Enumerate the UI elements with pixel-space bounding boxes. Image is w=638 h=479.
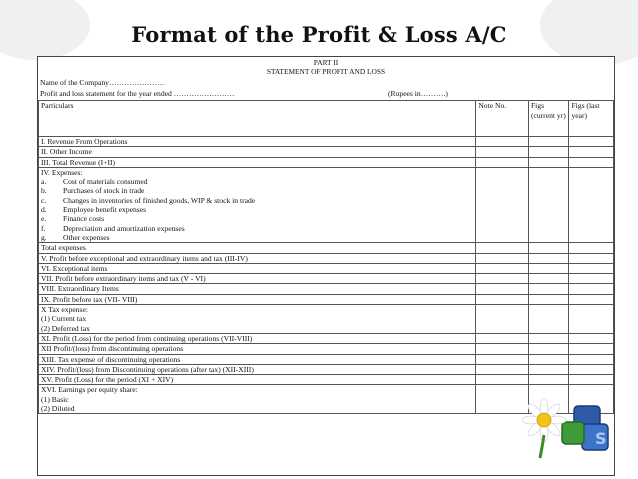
item-letter: a. <box>41 177 47 187</box>
decorative-flower-cubes-icon <box>522 390 612 460</box>
expense-item: Changes in inventories of finished goods, WIP & stock in trade <box>63 195 256 205</box>
table-row <box>39 243 614 253</box>
row-label: VI. Exceptional items <box>39 263 476 273</box>
row-label: VIII. Extraordinary Items <box>39 284 476 294</box>
row-label: III. Total Revenue (I+II) <box>39 157 476 167</box>
table-row <box>39 305 614 334</box>
expense-item: Finance costs <box>63 214 105 224</box>
statement-heading: STATEMENT OF PROFIT AND LOSS <box>266 67 386 76</box>
table-row <box>39 375 614 385</box>
column-header-last-year: Figs (last year) <box>569 101 614 137</box>
part-label: PART II <box>313 58 339 67</box>
row-label: IV. Expenses: <box>41 167 83 177</box>
column-header-particulars: Particulars <box>39 101 476 137</box>
expense-item: Employee benefit expenses <box>63 205 147 215</box>
row-label: II. Other Income <box>39 147 476 157</box>
tax-item: (1) Current tax <box>41 314 87 324</box>
item-letter: g. <box>41 232 47 242</box>
table-header-row <box>39 101 614 137</box>
item-letter: e. <box>41 214 47 224</box>
column-header-current-year: Figs (current yr) <box>528 101 568 137</box>
item-letter: b. <box>41 186 47 196</box>
column-header-note: Note No. <box>476 101 529 137</box>
row-label: XVI. Earnings per equity share: <box>41 385 138 395</box>
eps-item: (2) Diluted <box>41 404 75 414</box>
row-label: V. Profit before exceptional and extraordinary items and tax (III-IV) <box>39 253 476 263</box>
tax-item: (2) Deferred tax <box>41 323 90 333</box>
row-label: IX. Profit before tax (VII- VIII) <box>39 294 476 304</box>
table-row <box>39 253 614 263</box>
expense-item: Depreciation and amortization expenses <box>63 223 185 233</box>
rupees-unit: (Rupees in……….) <box>388 89 448 98</box>
row-label: VII. Profit before extraordinary items and tax (V - VI) <box>39 274 476 284</box>
tax-block <box>39 305 476 334</box>
table-row <box>39 274 614 284</box>
statement-table <box>38 100 614 414</box>
table-row <box>39 294 614 304</box>
item-letter: c. <box>41 195 47 205</box>
table-row <box>39 147 614 157</box>
row-label: XIII. Tax expense of discontinuing operations <box>39 354 476 364</box>
table-row <box>39 284 614 294</box>
row-label: I. Revenue From Operations <box>39 137 476 147</box>
table-row <box>39 364 614 374</box>
row-label: Total expenses <box>39 243 476 253</box>
table-row <box>39 354 614 364</box>
table-row <box>39 137 614 147</box>
expense-item: Cost of materials consumed <box>63 177 148 187</box>
table-row <box>39 344 614 354</box>
row-label: XI. Profit (Loss) for the period from continuing operations (VII-VIII) <box>39 333 476 343</box>
item-letter: f. <box>41 223 46 233</box>
expense-item: Other expenses <box>63 232 110 242</box>
page-title: Format of the Profit & Loss A/C <box>131 22 507 47</box>
item-letter: d. <box>41 205 47 215</box>
row-label: X Tax expense: <box>41 305 88 315</box>
expenses-block <box>39 167 476 242</box>
table-row <box>39 157 614 167</box>
table-row <box>39 263 614 273</box>
svg-text:S: S <box>595 429 607 448</box>
row-label: XV. Profit (Loss) for the period (XI + XIV) <box>39 375 476 385</box>
expense-item: Purchases of stock in trade <box>63 186 145 196</box>
eps-block <box>39 385 476 414</box>
period-line: Profit and loss statement for the year ended …………………… <box>40 89 235 98</box>
company-name-line: Name of the Company…………………. <box>40 78 165 87</box>
eps-item: (1) Basic <box>41 394 69 404</box>
row-label: XII Profit/(loss) from discontinuing operations <box>39 344 476 354</box>
table-row <box>39 167 614 242</box>
row-label: XIV. Profit/(loss) from Discontinuing operations (after tax) (XII-XIII) <box>39 364 476 374</box>
table-row <box>39 333 614 343</box>
